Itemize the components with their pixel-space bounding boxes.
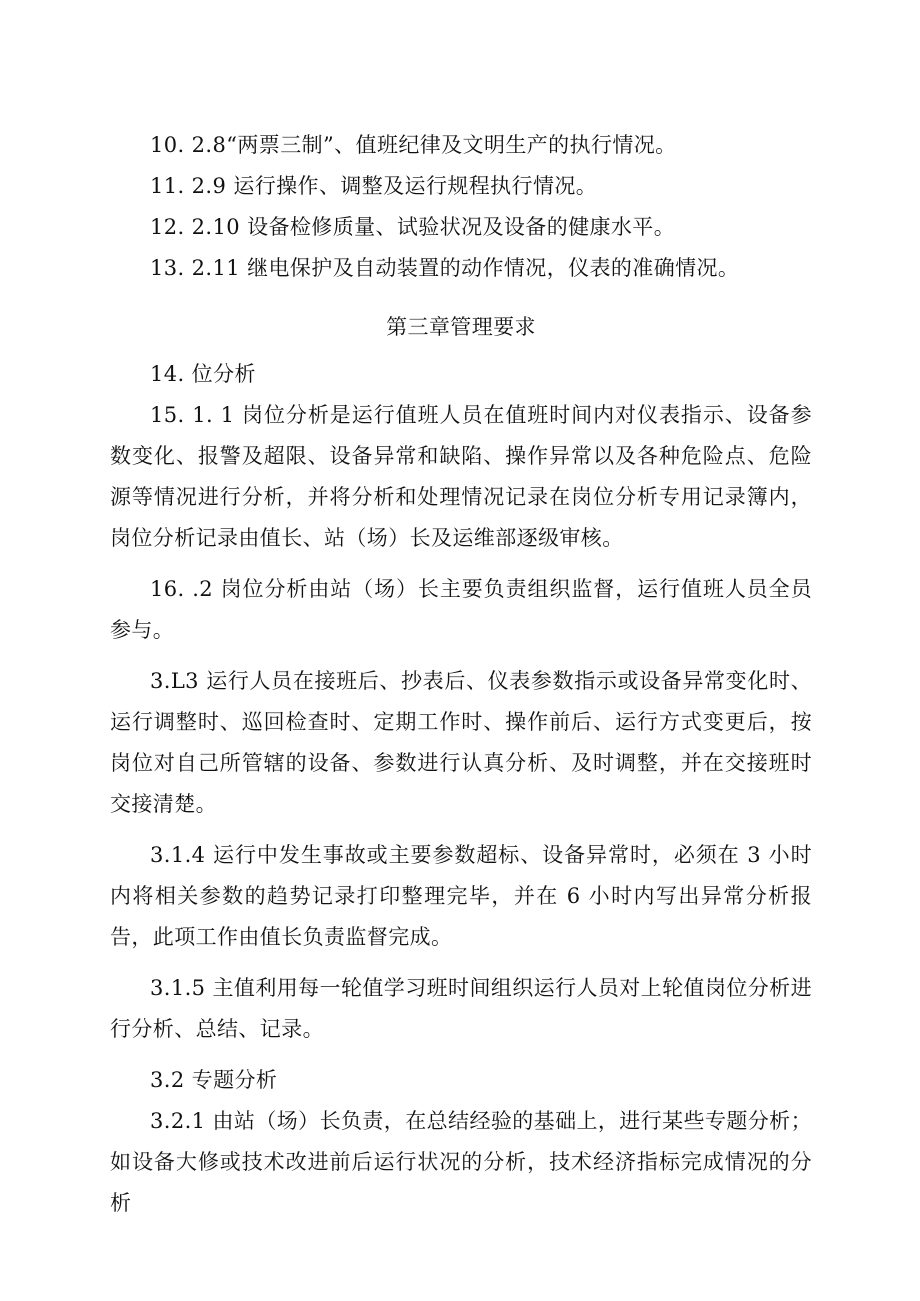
paragraph-3-1-3: 3.L3 运行人员在接班后、抄表后、仪表参数指示或设备异常变化时、运行调整时、巡回检查时、定期工作时、操作前后、运行方式变更后，按岗位对自己所管辖的设备、参数进行认真分析、及时调整，并在交接班时交接清楚。 bbox=[110, 669, 812, 816]
section-3-2-heading: 3.2 专题分析 bbox=[150, 1068, 278, 1092]
list-item-13: 13. 2.11 继电保护及自动装置的动作情况，仪表的准确情况。 bbox=[150, 256, 740, 280]
list-item-11: 11. 2.9 运行操作、调整及运行规程执行情况。 bbox=[150, 174, 598, 198]
paragraph-3-1-4: 3.1.4 运行中发生事故或主要参数超标、设备异常时，必须在 3 小时内将相关参数的趋势记录打印整理完毕，并在 6 小时内写出异常分析报告，此项工作由值长负责监督完成。 bbox=[110, 843, 812, 949]
paragraph-16: 16. .2 岗位分析由站（场）长主要负责组织监督，运行值班人员全员参与。 bbox=[110, 577, 812, 642]
document-body bbox=[110, 125, 812, 1224]
paragraph-3-1-5: 3.1.5 主值利用每一轮值学习班时间组织运行人员对上轮值岗位分析进行分析、总结、记录。 bbox=[110, 976, 812, 1041]
list-item-10: 10. 2.8“两票三制”、值班纪律及文明生产的执行情况。 bbox=[150, 133, 677, 157]
paragraph-15: 15. 1. 1 岗位分析是运行值班人员在值班时间内对仪表指示、设备参数变化、报警及超限、设备异常和缺陷、操作异常以及各种危险点、危险源等情况进行分析，并将分析和处理情况记录在岗位分析专用记录簿内，岗位分析记录由值长、站（场）长及运维部逐级审核。 bbox=[110, 403, 812, 550]
list-item-12: 12. 2.10 设备检修质量、试验状况及设备的健康水平。 bbox=[150, 215, 676, 239]
list-item-14: 14. 位分析 bbox=[150, 362, 256, 386]
chapter-title: 第三章管理要求 bbox=[386, 315, 536, 339]
paragraph-3-2-1: 3.2.1 由站（场）长负责，在总结经验的基础上，进行某些专题分析；如设备大修或技术改进前后运行状况的分析，技术经济指标完成情况的分析 bbox=[110, 1109, 812, 1215]
